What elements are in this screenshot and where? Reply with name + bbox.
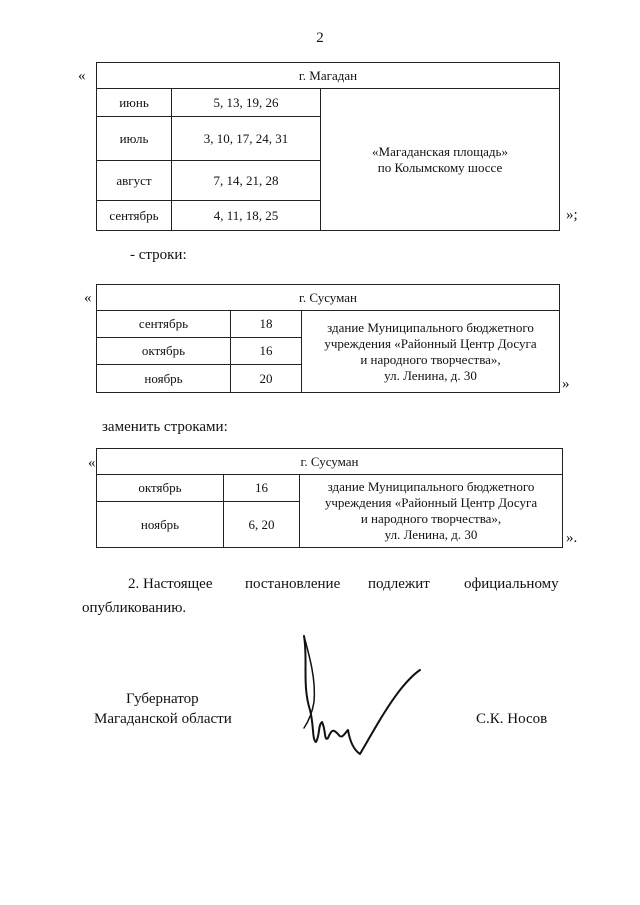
paragraph2-word1: 2. Настоящее	[128, 576, 213, 592]
table3-open-quote: «	[88, 455, 96, 471]
table1-month: август	[97, 161, 172, 201]
table1-close-quote: »;	[566, 207, 578, 223]
table1-place	[321, 89, 560, 231]
table1-month: июль	[97, 117, 172, 161]
table2-city: г. Сусуман	[97, 285, 560, 311]
handwritten-signature	[290, 630, 430, 760]
table2-month: октябрь	[97, 338, 231, 365]
table1-place-line1: «Магаданская площадь»	[372, 143, 508, 159]
paragraph2-word2: постановление	[245, 576, 341, 592]
table2-month: сентябрь	[97, 311, 231, 338]
table2-place-line1: здание Муниципального бюджетного	[327, 319, 534, 335]
table3-place-line2: учреждения «Районный Центр Досуга	[324, 495, 538, 510]
table2-place	[302, 311, 560, 393]
table3-city: г. Сусуман	[97, 449, 563, 475]
table2-open-quote: «	[84, 290, 92, 306]
table2-month: ноябрь	[97, 365, 231, 393]
table2-dates: 18	[231, 311, 302, 338]
paragraph2-word4: официальному	[464, 576, 559, 592]
table3-month: ноябрь	[97, 502, 224, 548]
signature-title-line1: Губернатор	[126, 691, 199, 707]
table1-open-quote: «	[78, 68, 86, 84]
schedule-table-susuman-old	[96, 284, 560, 393]
table2-close-quote: »	[562, 376, 570, 392]
table2-dates: 16	[231, 338, 302, 365]
paragraph2-line2: опубликованию.	[82, 600, 187, 616]
table1-dates: 3, 10, 17, 24, 31	[172, 117, 321, 161]
table1-city: г. Магадан	[97, 63, 560, 89]
table3-dates: 6, 20	[224, 502, 300, 548]
table3-place-line4: ул. Ленина, д. 30	[384, 527, 478, 542]
page-number: 2	[316, 30, 324, 46]
table2-dates: 20	[231, 365, 302, 393]
table3-month: октябрь	[97, 475, 224, 502]
table1-month: июнь	[97, 89, 172, 117]
table2-place-line4: ул. Ленина, д. 30	[384, 367, 477, 383]
table3-place-line1: здание Муниципального бюджетного	[327, 479, 535, 494]
schedule-table-magadan	[96, 62, 560, 231]
table2-place-line2: учреждения «Районный Центр Досуга	[324, 335, 537, 351]
signature-title-line2: Магаданской области	[94, 711, 232, 727]
table1-dates: 5, 13, 19, 26	[172, 89, 321, 117]
schedule-table-susuman-new	[96, 448, 563, 548]
table2-place-line3: и народного творчества»,	[360, 351, 501, 367]
text-replace: заменить строками:	[102, 419, 228, 435]
table1-dates: 4, 11, 18, 25	[172, 201, 321, 231]
table1-dates: 7, 14, 21, 28	[172, 161, 321, 201]
table3-dates: 16	[224, 475, 300, 502]
paragraph2-word3: подлежит	[368, 576, 430, 592]
signature-name: С.К. Носов	[476, 711, 548, 727]
table1-place-line2: по Колымскому шоссе	[377, 159, 503, 175]
table3-place-line3: и народного творчества»,	[360, 511, 502, 526]
table3-place	[300, 475, 563, 548]
table1-month: сентябрь	[97, 201, 172, 231]
table3-close-quote: ».	[566, 530, 578, 546]
text-strings: - строки:	[130, 247, 187, 263]
